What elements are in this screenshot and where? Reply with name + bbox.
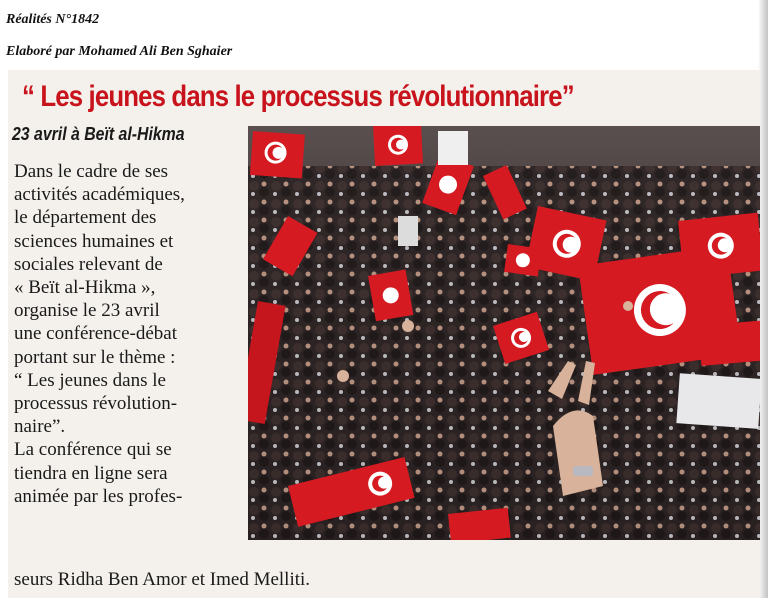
- body-line: une conférence-débat: [14, 323, 177, 345]
- body-line: sociales relevant de: [14, 253, 163, 275]
- body-line: portant sur le thème :: [14, 346, 176, 368]
- issue-number: Réalités N°1842: [6, 12, 100, 27]
- body-line: processus révolution-: [14, 393, 178, 415]
- author-credit: Elaboré par Mohamed Ali Ben Sghaier: [6, 44, 233, 59]
- article-body: [14, 160, 244, 508]
- crowd-photo-illustration: [248, 126, 760, 540]
- body-line: « Beït al-Hikma »,: [14, 277, 156, 299]
- body-line: sciences humaines et: [14, 230, 174, 252]
- body-line: activités académiques,: [14, 184, 185, 206]
- body-line: La conférence qui se: [14, 439, 172, 461]
- wristwatch: [573, 466, 593, 476]
- article-headline: “ Les jeunes dans le processus révolutionnaire”: [22, 80, 574, 113]
- body-line: “ Les jeunes dans le: [14, 369, 166, 391]
- article-subheadline: 23 avril à Beït al-Hikma: [12, 124, 185, 144]
- crowd-flags-photo: [248, 126, 760, 540]
- newspaper-clipping: [8, 70, 760, 598]
- body-line: animée par les profes-: [14, 485, 183, 507]
- body-line: naire”.: [14, 416, 66, 438]
- body-line: organise le 23 avril: [14, 300, 160, 322]
- body-line: Dans le cadre de ses: [14, 161, 169, 182]
- article-last-line: seurs Ridha Ben Amor et Imed Melliti.: [14, 569, 311, 590]
- body-line: le département des: [14, 207, 157, 229]
- body-line: tiendra en ligne sera: [14, 462, 168, 484]
